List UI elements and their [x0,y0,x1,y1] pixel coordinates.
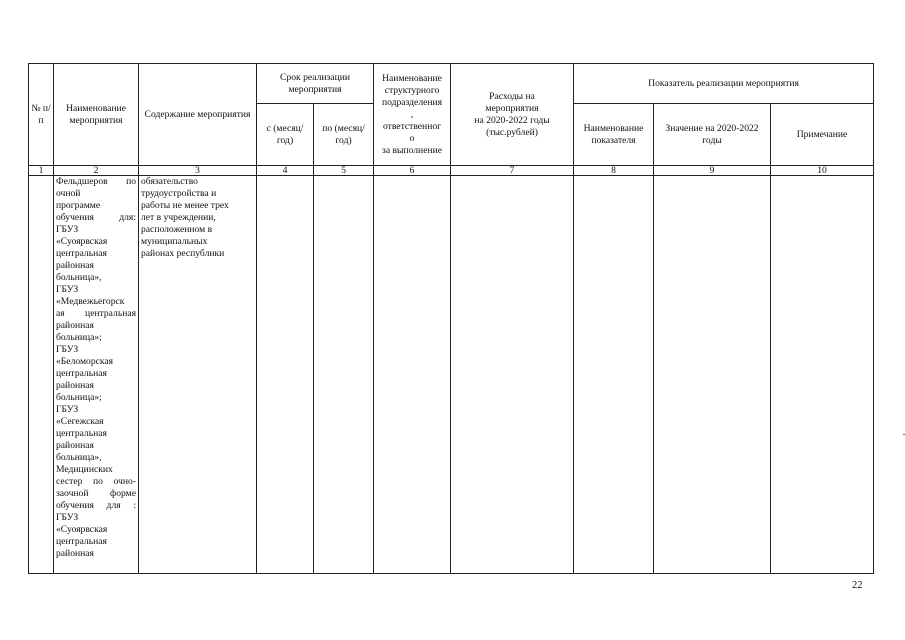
activity-name-line: больница», [56,452,102,463]
activity-name-line: центральная [56,368,107,379]
header-expenses-line: (тыс.рублей) [486,126,538,138]
header-responsible-line: подразделения [381,96,443,108]
activity-name-line: центральная [56,248,107,259]
activity-name-line: центральная [56,428,107,439]
header-activity-name: Наименование мероприятия [54,64,139,166]
activity-name-line: «Суоярвская [56,524,108,535]
activity-name-line: ГБУЗ [56,404,79,415]
activity-content-line: трудоустройства и [141,188,217,199]
activity-name-line: программе [56,200,101,211]
header-expenses-line: на 2020-2022 годы [474,114,550,126]
header-indicator: Показатель реализации мероприятия [574,64,874,104]
activity-name-line: ГБУЗ [56,512,79,523]
activity-content-line: расположенном в [141,224,213,235]
header-activity-content: Содержание мероприятия [139,64,257,166]
header-indicator-value: Значение на 2020-2022 годы [654,104,771,166]
header-responsible-line: ответственног [382,120,442,132]
activity-name-line: районная [56,320,94,331]
activity-name-line: больница»; [56,392,102,403]
activity-content-line: лет в учреждении, [141,212,216,223]
column-number: 3 [139,166,257,176]
header-expenses-line: Расходы на [489,90,535,102]
activity-content-line: муниципальных [141,236,208,247]
activity-name-line: районная [56,260,94,271]
activity-name-line: районная [56,440,94,451]
indicator-name-cell [574,176,654,574]
header-num: № п/п [29,64,54,166]
period-from-cell [257,176,314,574]
activity-content-line: обязательство [141,176,198,187]
activity-name-line: центральная [56,536,107,547]
period-to-cell [314,176,374,574]
activity-name-line: больница»; [56,332,102,343]
column-number: 6 [374,166,451,176]
activity-name-line: Фельдшеров по [56,176,136,187]
header-row-1 [29,64,874,104]
column-number: 5 [314,166,374,176]
indicator-value-cell [654,176,771,574]
column-number-row [29,166,874,176]
column-number: 4 [257,166,314,176]
activity-name-line: «Сегежская [56,416,104,427]
note-cell [771,176,874,574]
header-responsible-line: структурного [384,84,440,96]
header-period-from: с (месяц/ год) [257,104,314,166]
header-note: Примечание [771,104,874,166]
column-number: 1 [29,166,54,176]
activity-content-line: районах республики [141,248,225,259]
activity-name-line: обучения для: [56,212,136,223]
header-expenses-line: мероприятия [485,102,539,114]
activity-name-line: обучения для : [56,500,136,511]
column-number: 10 [771,166,874,176]
activity-name-line: ГБУЗ [56,284,79,295]
header-responsible-line: за выполнение [382,144,442,156]
header-responsible [374,64,451,166]
activity-name-line: ГБУЗ [56,344,79,355]
table-row [29,176,874,574]
header-responsible-line: о [409,132,415,144]
activity-name-line: «Беломорская [56,356,114,367]
activity-name-line: больница», [56,272,102,283]
activity-name-line: районная [56,548,94,559]
header-expenses [451,64,574,166]
header-period: Срок реализации мероприятия [257,64,374,104]
header-responsible-line: , [410,108,414,120]
responsible-cell [374,176,451,574]
activity-name-line: «Суоярвская [56,236,108,247]
activity-name-line: «Медвежьегорск [56,296,125,307]
expenses-cell [451,176,574,574]
activity-name-line: очной [56,188,81,199]
column-number: 7 [451,166,574,176]
column-number: 8 [574,166,654,176]
row-num-cell [29,176,54,574]
header-indicator-name: Наименование показателя [574,104,654,166]
activity-name-line: ая центральная [56,308,136,319]
activity-name-cell [54,176,139,574]
page-number: 22 [852,580,863,591]
header-period-to: по (месяц/ год) [314,104,374,166]
activity-content-line: работы не менее трех [141,200,229,211]
activity-content-cell [139,176,257,574]
column-number: 9 [654,166,771,176]
activity-name-line: заочной форме [56,488,136,499]
activity-name-line: ГБУЗ [56,224,79,235]
activity-name-line: районная [56,380,94,391]
header-responsible-line: Наименование [382,72,442,84]
activity-name-line: Медицинских [56,464,113,475]
column-number: 2 [54,166,139,176]
activities-table [28,63,874,574]
activity-name-line: сестер по очно- [56,476,136,487]
